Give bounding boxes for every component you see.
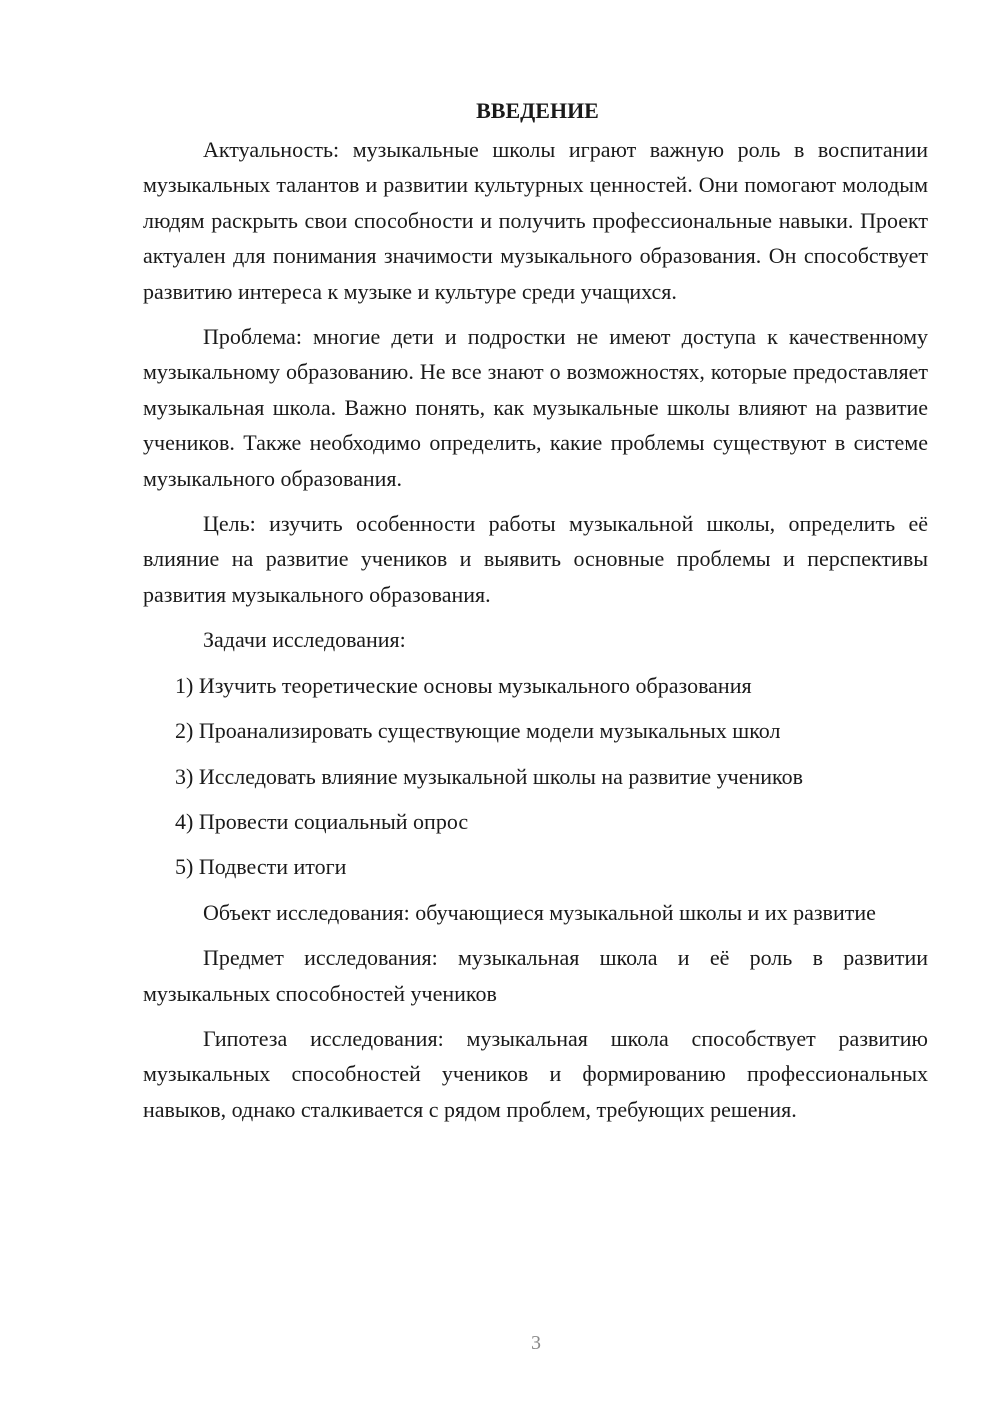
page-number: 3 [531,1332,541,1354]
paragraph-object: Объект исследования: обучающиеся музыкальной школы и их развитие [203,899,876,925]
task-item: 3) Исследовать влияние музыкальной школы на развитие учеников [175,763,803,789]
paragraph-goal: Цель: изучить особенности работы музыкальной школы, определить её влияние на развитие учеников и выявить основные проблемы и перспективы развития музыкального образования. [143,511,928,607]
paragraph-problem: Проблема: многие дети и подростки не имеют доступа к качественному музыкальному образованию. Не все знают о возможностях, которые предоставляет музыкальная школа. Важно понять, как музыкальные школы влияют на развитие учеников. Также необходимо определить, какие проблемы существуют в системе музыкального образования. [143,324,928,491]
task-item: 1) Изучить теоретические основы музыкального образования [175,672,752,698]
task-item: 5) Подвести итоги [175,854,347,880]
tasks-title: Задачи исследования: [203,627,406,653]
paragraph-relevance: Актуальность: музыкальные школы играют важную роль в воспитании музыкальных талантов и развитии культурных ценностей. Они помогают молодым людям раскрыть свои способности и получить профессиональные навыки. Проект актуален для понимания значимости музыкального образования. Он способствует развитию интереса к музыке и культуре среди учащихся. [143,137,928,304]
tasks-list [143,668,928,885]
task-item: 4) Провести социальный опрос [175,808,469,834]
paragraph-hypothesis: Гипотеза исследования: музыкальная школа способствует развитию музыкальных способностей учеников и формированию профессиональных навыков, однако сталкивается с рядом проблем, требующих решения. [143,1025,928,1122]
task-item: 2) Проанализировать существующие модели музыкальных школ [175,718,781,744]
document-page [143,93,928,1137]
paragraph-subject: Предмет исследования: музыкальная школа и её роль в развитии музыкальных способностей учеников [143,945,928,1006]
section-heading: ВВЕДЕНИЕ [476,98,599,123]
